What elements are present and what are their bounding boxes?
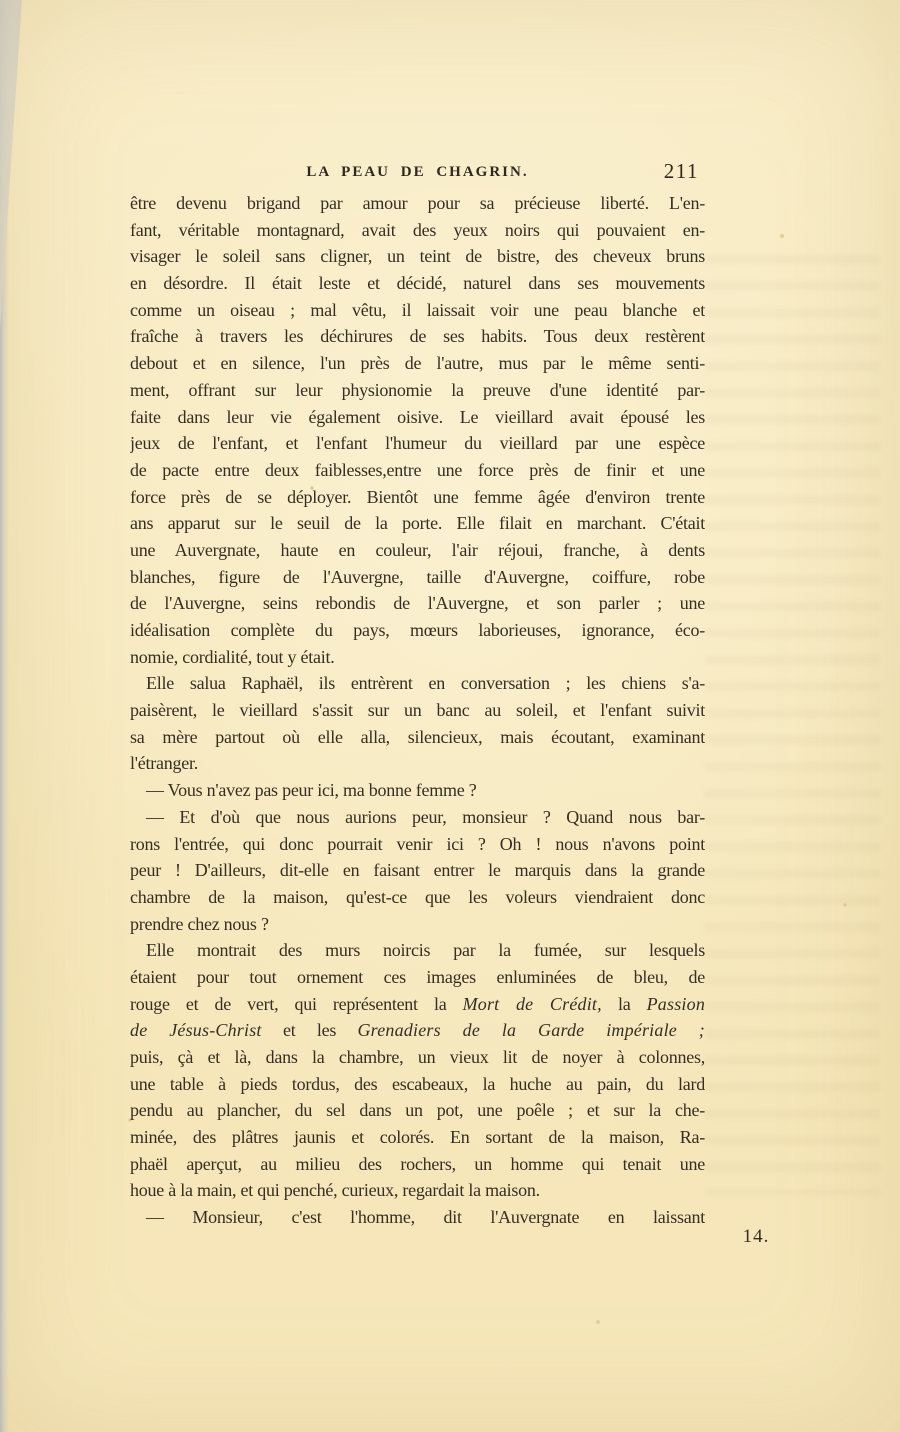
text-line	[130, 1177, 705, 1204]
text-line	[130, 377, 705, 404]
text-line	[130, 323, 705, 350]
text-line	[130, 1151, 705, 1178]
italic-text-segment: Grenadiers de la Garde impériale ;	[357, 1020, 705, 1041]
text-line	[130, 270, 705, 297]
italic-text-segment: Mort de Crédit,	[462, 993, 602, 1014]
text-line	[130, 911, 705, 938]
text-segment: — Vous n'avez pas peur ici, ma bonne femme ?	[146, 780, 477, 801]
text-line	[130, 430, 705, 457]
text-segment: en désordre. Il était leste et décidé, naturel dans ses mouvements	[130, 273, 705, 294]
text-segment: fant, véritable montagnard, avait des yeux noirs qui pouvaient en-	[130, 219, 705, 240]
text-segment: minée, des plâtres jaunis et colorés. En sortant de la maison, Ra-	[130, 1127, 705, 1148]
text-segment: nomie, cordialité, tout y était.	[130, 646, 335, 667]
text-line	[130, 510, 705, 537]
page-number: 211	[663, 159, 699, 183]
text-line	[130, 537, 705, 564]
text-line	[130, 1044, 705, 1071]
text-segment: comme un oiseau ; mal vêtu, il laissait voir une peau blanche et	[130, 299, 705, 320]
text-line	[130, 857, 705, 884]
text-line	[130, 564, 705, 591]
text-line	[130, 884, 705, 911]
text-segment: ment, offrant sur leur physionomie la preuve d'une identité par-	[130, 379, 705, 400]
text-line	[130, 937, 705, 964]
text-line	[130, 964, 705, 991]
text-line	[130, 724, 705, 751]
text-segment: et les	[261, 1020, 358, 1041]
text-segment: prendre chez nous ?	[130, 913, 269, 934]
text-segment: puis, çà et là, dans la chambre, un vieux lit de noyer à colonnes,	[130, 1047, 705, 1067]
text-segment: houe à la main, et qui penché, curieux, regardait la maison.	[130, 1180, 540, 1201]
text-line	[130, 697, 705, 724]
signature-mark: 14.	[742, 1226, 770, 1247]
text-line	[130, 190, 705, 217]
text-line	[130, 617, 705, 644]
text-segment: de l'Auvergne, seins rebondis de l'Auvergne, et son parler ; une	[130, 593, 705, 614]
text-line	[130, 404, 705, 431]
text-line	[130, 350, 705, 377]
text-segment: l'étranger.	[130, 753, 198, 774]
text-line	[130, 297, 705, 324]
text-segment: force près de se déployer. Bientôt une femme âgée d'environ trente	[130, 486, 705, 507]
text-segment: jeux de l'enfant, et l'enfant l'humeur du vieillard par une espèce	[130, 433, 705, 454]
text-segment: être devenu brigand par amour pour sa précieuse liberté. L'en-	[130, 193, 705, 213]
text-segment: rouge et de vert, qui représentent la	[130, 993, 463, 1014]
text-segment: une table à pieds tordus, des escabeaux, la huche au pain, du lard	[130, 1073, 705, 1094]
text-segment: rons l'entrée, qui donc pourrait venir ici ? Oh ! nous n'avons point	[130, 833, 705, 854]
text-line	[130, 1017, 705, 1044]
text-segment: de pacte entre deux faiblesses,entre une force près de finir et une	[130, 459, 705, 480]
text-segment: debout et en silence, l'un près de l'autre, mus par le même senti-	[130, 353, 705, 374]
text-segment: Elle salua Raphaël, ils entrèrent en conversation ; les chiens s'a-	[146, 673, 705, 694]
text-line	[130, 1071, 705, 1098]
text-segment: — Monsieur, c'est l'homme, dit l'Auvergnate en laissant	[146, 1207, 705, 1228]
text-segment: une Auvergnate, haute en couleur, l'air réjoui, franche, à dents	[130, 539, 705, 560]
text-segment: ans apparut sur le seuil de la porte. Elle filait en marchant. C'était	[130, 513, 705, 534]
text-segment: peur ! D'ailleurs, dit-elle en faisant entrer le marquis dans la grande	[130, 860, 705, 881]
text-segment: phaël aperçut, au milieu des rochers, un homme qui tenait une	[130, 1153, 705, 1174]
text-line	[130, 991, 705, 1018]
running-title: LA PEAU DE CHAGRIN.	[306, 164, 529, 180]
text-line	[130, 457, 705, 484]
italic-text-segment: Passion	[646, 993, 705, 1014]
text-line	[130, 243, 705, 270]
text-body	[130, 190, 705, 1231]
text-line	[130, 484, 705, 511]
text-segment: pendu au plancher, du sel dans un pot, une poêle ; et sur la che-	[130, 1100, 705, 1121]
text-segment: — Et d'où que nous aurions peur, monsieur ? Quand nous bar-	[146, 806, 705, 827]
text-segment: visager le soleil sans cligner, un teint de bistre, des cheveux bruns	[130, 246, 705, 267]
text-line	[130, 1097, 705, 1124]
text-segment: Elle montrait des murs noircis par la fumée, sur lesquels	[146, 940, 705, 961]
text-line	[130, 217, 705, 244]
text-segment: fraîche à travers les déchirures de ses habits. Tous deux restèrent	[130, 326, 705, 347]
text-line	[130, 644, 705, 671]
verso-show-through	[705, 255, 880, 1195]
text-segment: idéalisation complète du pays, mœurs laborieuses, ignorance, éco-	[130, 620, 705, 640]
text-line	[130, 1124, 705, 1151]
text-line	[130, 777, 705, 804]
text-line	[130, 1204, 705, 1231]
text-segment: blanches, figure de l'Auvergne, taille d'Auvergne, coiffure, robe	[130, 566, 705, 587]
text-segment: sa mère partout où elle alla, silencieux, mais écoutant, examinant	[130, 726, 705, 747]
text-segment: chambre de la maison, qu'est-ce que les voleurs viendraient donc	[130, 886, 705, 907]
page-edge-corner	[0, 0, 22, 330]
text-segment: étaient pour tout ornement ces images enluminées de bleu, de	[130, 966, 705, 987]
italic-text-segment: de Jésus-Christ	[130, 1020, 262, 1041]
text-line	[130, 750, 705, 777]
text-segment: faite dans leur vie également oisive. Le vieillard avait épousé les	[130, 406, 705, 427]
text-line	[130, 590, 705, 617]
text-segment: paisèrent, le vieillard s'assit sur un banc au soleil, et l'enfant suivit	[130, 700, 705, 721]
text-segment: la	[601, 993, 647, 1014]
text-line	[130, 804, 705, 831]
text-line	[130, 670, 705, 697]
text-line	[130, 831, 705, 858]
